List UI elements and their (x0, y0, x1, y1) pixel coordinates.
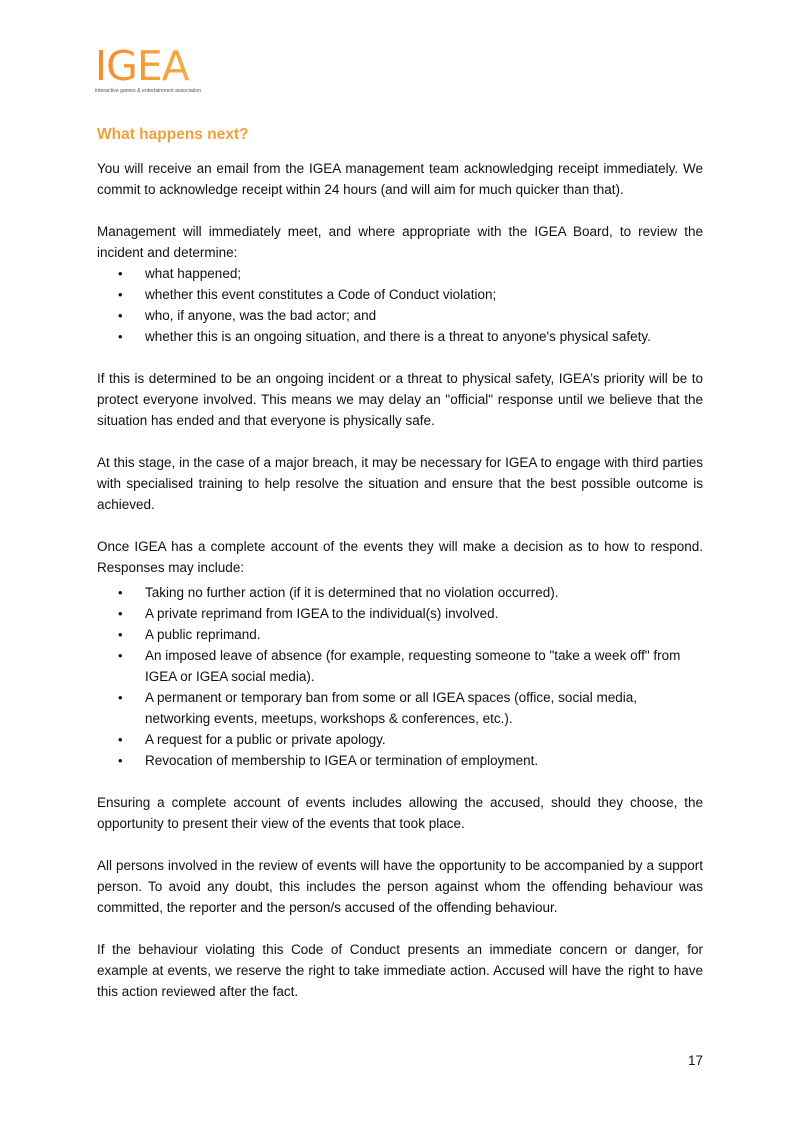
list-item-text: Taking no further action (if it is determined that no violation occurred). (145, 585, 559, 600)
list-item (97, 582, 703, 603)
list-item (97, 284, 703, 305)
bullet-icon: • (118, 585, 123, 600)
bullet-icon: • (118, 690, 123, 705)
bullet-icon: • (118, 627, 123, 642)
list-item (97, 729, 703, 750)
list-item-text: A permanent or temporary ban from some or all IGEA spaces (office, social media, networking events, meetups, workshops & conferences, etc.). (145, 690, 637, 726)
page-number: 17 (687, 1053, 703, 1068)
paragraph-third-parties: At this stage, in the case of a major breach, it may be necessary for IGEA to engage with third parties with specialised training to help resolve the situation and ensure that the best possible outcome is achieved. (97, 455, 703, 512)
bullet-icon: • (118, 329, 123, 344)
list-item (97, 750, 703, 771)
paragraph-acknowledgement: You will receive an email from the IGEA management team acknowledging receipt immediately. We commit to acknowledge receipt within 24 hours (and will aim for much quicker than that). (97, 161, 703, 197)
list-item (97, 326, 703, 347)
logo-tagline: interactive games & entertainment association (95, 88, 202, 94)
list-item-text: whether this is an ongoing situation, and there is a threat to anyone's physical safety. (145, 329, 651, 344)
paragraph-accused-view: Ensuring a complete account of events includes allowing the accused, should they choose, the opportunity to present their view of the events that took place. (97, 795, 703, 831)
bullet-icon: • (118, 732, 123, 747)
list-item (97, 645, 703, 687)
logo-wordmark: IGEA (95, 46, 215, 86)
bullet-icon: • (118, 753, 123, 768)
paragraph-review-intro: Management will immediately meet, and where appropriate with the IGEA Board, to review the incident and determine: (97, 224, 703, 260)
bullet-icon: • (118, 308, 123, 323)
list-item-text: A private reprimand from IGEA to the individual(s) involved. (145, 606, 499, 621)
list-item-text: Revocation of membership to IGEA or termination of employment. (145, 753, 539, 768)
determine-list (97, 263, 703, 347)
bullet-icon: • (118, 287, 123, 302)
list-item-text: who, if anyone, was the bad actor; and (145, 308, 377, 323)
paragraph-responses-intro: Once IGEA has a complete account of the events they will make a decision as to how to respond. Responses may include: (97, 539, 703, 575)
list-item (97, 305, 703, 326)
list-item-text: An imposed leave of absence (for example, requesting someone to "take a week off" from IGEA or IGEA social media). (145, 648, 681, 684)
list-item-text: what happened; (145, 266, 242, 281)
list-item (97, 603, 703, 624)
list-item (97, 263, 703, 284)
paragraph-safety-priority: If this is determined to be an ongoing incident or a threat to physical safety, IGEA’s priority will be to protect everyone involved. This means we may delay an "official" response until we believe that the situation has ended and that everyone is physically safe. (97, 371, 703, 428)
list-item (97, 687, 703, 729)
bullet-icon: • (118, 266, 123, 281)
page-content (97, 125, 703, 1023)
igea-logo (95, 42, 215, 98)
paragraph-support-person: All persons involved in the review of events will have the opportunity to be accompanied by a support person. To avoid any doubt, this includes the person against whom the offending behaviour was committed, the reporter and the person/s accused of the offending behaviour. (97, 858, 703, 915)
responses-list (97, 582, 703, 771)
paragraph-immediate-action: If the behaviour violating this Code of Conduct presents an immediate concern or danger, for example at events, we reserve the right to take immediate action. Accused will have the right to have this action reviewed after the fact. (97, 942, 703, 999)
list-item (97, 624, 703, 645)
list-item-text: A public reprimand. (145, 627, 261, 642)
section-heading: What happens next? (97, 126, 249, 143)
list-item-text: A request for a public or private apology. (145, 732, 386, 747)
bullet-icon: • (118, 606, 123, 621)
list-item-text: whether this event constitutes a Code of Conduct violation; (145, 287, 497, 302)
bullet-icon: • (118, 648, 123, 663)
